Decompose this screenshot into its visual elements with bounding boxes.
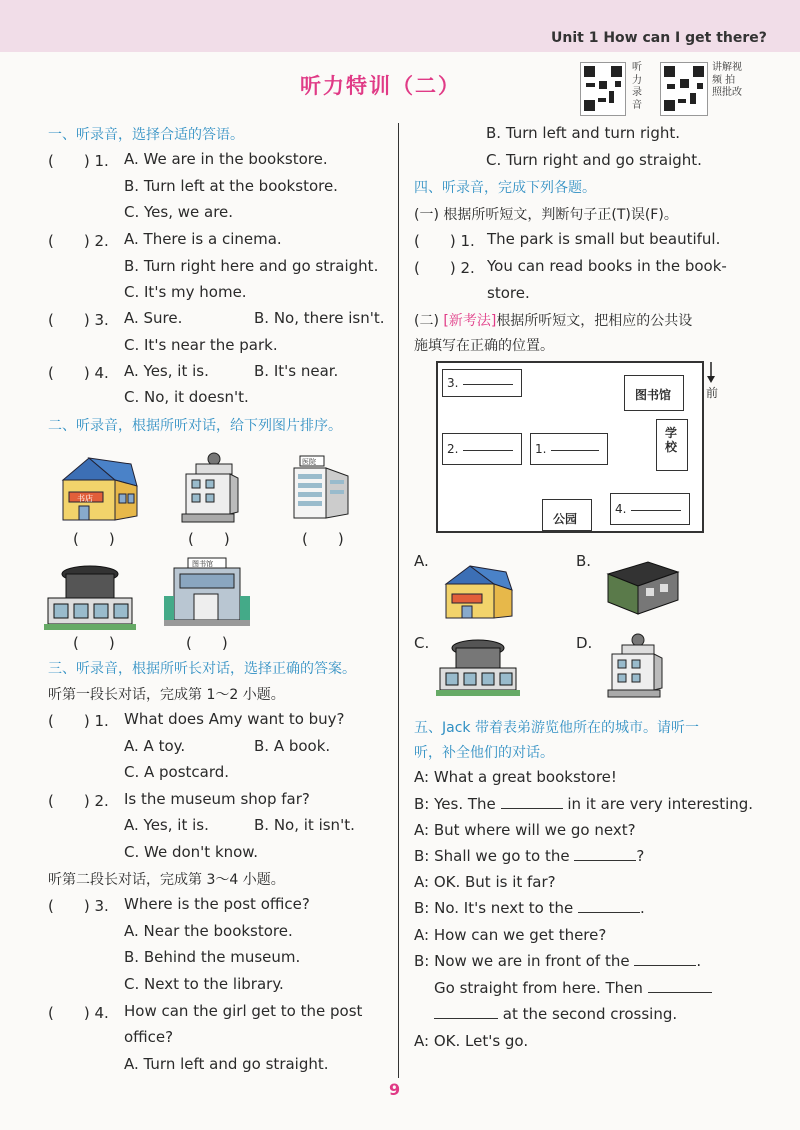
dialog-line-6 [414,899,645,917]
s1-q2-a: A. There is a cinema. [124,230,282,248]
s4-q2-num: ( ) 2. [414,259,475,277]
section3-heading: 三、听录音，根据所听长对话，选择正确的答案。 [48,661,356,677]
page-title: 听力特训（二） [300,74,461,98]
s4-part2-line1 [414,310,692,330]
s3-part2: 听第二段长对话，完成第 3～4 小题。 [48,872,285,888]
map-park-label: 公园 [553,512,578,526]
s3-q4-b: B. Turn left and turn right. [486,124,681,142]
s1-q3-c: C. It's near the park. [124,336,278,354]
map-school-label: 学校 [665,426,678,454]
blank-5[interactable] [648,992,712,993]
dialog-4b: ? [636,847,645,865]
opt-b-label: B. [576,552,592,570]
s4-part2-post: 根据所听短文，把相应的公共设 [496,313,693,329]
s3-q2-a: A. Yes, it is. [124,816,209,834]
blank-6[interactable] [434,1018,498,1019]
s1-q1-b: B. Turn left at the bookstore. [124,177,338,195]
s3-q1-b: B. A book. [254,737,331,755]
s3-q1-num: ( ) 1. [48,712,109,730]
dialog-line-10 [434,1005,677,1023]
option-b-building-picture [602,556,682,620]
s3-q3-c: C. Next to the library. [124,975,284,993]
section1-heading: 一、听录音，选择合适的答语。 [48,127,244,143]
s1-q3-b: B. No, there isn't. [254,309,385,327]
s2-paren-5: ( ) [186,634,228,652]
dialog-line-4 [414,847,644,865]
qr-code-audio[interactable] [580,62,626,116]
new-exam-tag: [新考法] [443,313,497,329]
bookstore-sign: 书店 [77,494,93,503]
s3-part1: 听第一段长对话，完成第 1～2 小题。 [48,687,285,703]
town-map [436,361,704,533]
s3-q1-a: A. A toy. [124,737,186,755]
s2-paren-4: ( ) [73,634,115,652]
dialog-2a: B: Yes. The [414,795,496,813]
map-library [624,375,684,411]
dialog-line-2 [414,795,753,813]
dialog-line-8 [414,952,701,970]
map-slot-1[interactable] [530,433,608,465]
section5-heading-2: 听，补全他们的对话。 [414,745,554,761]
map-front-label: 前 [706,386,719,400]
map-slot-3-label: 3. [447,376,459,390]
s2-paren-2: ( ) [188,530,230,548]
s1-q1-num: ( ) 1. [48,152,109,170]
page-number: 9 [389,1080,401,1099]
s1-q2-c: C. It's my home. [124,283,247,301]
s3-q3-num: ( ) 3. [48,897,109,915]
section2-heading: 二、听录音，根据所听对话，给下列图片排序。 [48,418,342,434]
s3-q3-a: A. Near the bookstore. [124,922,293,940]
opt-d-label: D. [576,634,593,652]
s3-q3-b: B. Behind the museum. [124,948,301,966]
opt-a-label: A. [414,552,429,570]
s1-q3-a: A. Sure. [124,309,183,327]
s1-q4-b: B. It's near. [254,362,339,380]
s1-q4-a: A. Yes, it is. [124,362,209,380]
map-park [542,499,592,531]
s3-q1-stem: What does Amy want to buy? [124,710,345,728]
blank-4[interactable] [634,965,696,966]
s3-q4-num: ( ) 4. [48,1004,109,1022]
dialog-line-9 [434,979,712,997]
option-c-cinema-picture [436,636,520,698]
blank-2[interactable] [574,860,636,861]
dialog-8-dot: . [696,952,702,970]
s1-q2-b: B. Turn right here and go straight. [124,257,379,275]
map-slot-1-label: 1. [535,442,547,456]
dialog-6a: B: No. It's next to the [414,899,574,917]
s3-q1-c: C. A postcard. [124,763,230,781]
s4-q1-text: The park is small but beautiful. [487,230,721,248]
dialog-4a: B: Shall we go to the [414,847,570,865]
cinema-picture [44,560,136,632]
dialog-10a: at the second crossing. [502,1005,678,1023]
dialog-line-7: A: How can we get there? [414,926,607,944]
unit-label: Unit 1 How can I get there? [551,30,767,46]
s2-paren-3: ( ) [302,530,344,548]
map-slot-2-label: 2. [447,442,459,456]
qr-code-video[interactable] [660,62,708,116]
s4-q1-num: ( ) 1. [414,232,475,250]
s1-q4-num: ( ) 4. [48,364,109,382]
qr1-label: 听力录音 [632,62,642,111]
s3-q2-b: B. No, it isn't. [254,816,355,834]
s1-q4-c: C. No, it doesn't. [124,388,249,406]
hospital-sign: 医院 [302,458,316,466]
s4-part1: (一) 根据所听短文，判断句子正(T)误(F)。 [414,207,678,223]
dialog-line-5: A: OK. But is it far? [414,873,556,891]
s3-q4-stem1: How can the girl get to the post [124,1002,363,1020]
library-sign: 图书馆 [192,560,213,568]
bookstore-picture [55,450,141,526]
column-divider [398,123,399,1078]
map-slot-3[interactable] [442,369,522,397]
s1-q2-num: ( ) 2. [48,232,109,250]
map-school [656,419,688,471]
dialog-line-11: A: OK. Let's go. [414,1032,529,1050]
s4-part2-pre: (二) [414,313,444,329]
map-slot-4[interactable] [610,493,690,525]
s3-q2-c: C. We don't know. [124,843,258,861]
post-office-picture [176,450,242,526]
option-a-bookstore-picture [440,560,516,626]
s4-part2-line2: 施填写在正确的位置。 [414,338,554,354]
option-d-post-office-picture [604,632,668,700]
s1-q1-c: C. Yes, we are. [124,203,234,221]
arrow-down-icon [704,362,718,384]
s3-q3-stem: Where is the post office? [124,895,310,913]
map-slot-2[interactable] [442,433,522,465]
s4-q2-text1: You can read books in the book- [487,257,727,275]
s3-q4-a: A. Turn left and go straight. [124,1055,329,1073]
s2-paren-1: ( ) [73,530,115,548]
section4-heading: 四、听录音，完成下列各题。 [414,180,596,196]
library-picture [160,556,252,632]
dialog-line-1: A: What a great bookstore! [414,768,617,786]
dialog-2b: in it are very interesting. [567,795,754,813]
hospital-picture [288,450,360,526]
s1-q1-a: A. We are in the bookstore. [124,150,328,168]
qr2-label: 讲解视频 拍照批改 [712,62,742,98]
s3-q4-c: C. Turn right and go straight. [486,151,702,169]
dialog-9a: Go straight from here. Then [434,979,643,997]
blank-1[interactable] [501,808,563,809]
s4-q2-text2: store. [487,284,530,302]
dialog-line-3: A: But where will we go next? [414,821,636,839]
section5-heading-1: 五、Jack 带着表弟游览他所在的城市。请听一 [414,720,699,736]
s3-q4-stem2: office? [124,1028,174,1046]
dialog-6b: . [640,899,645,917]
map-slot-4-label: 4. [615,502,627,516]
dialog-8a: B: Now we are in front of the [414,952,630,970]
s3-q2-stem: Is the museum shop far? [124,790,310,808]
s3-q2-num: ( ) 2. [48,792,109,810]
s1-q3-num: ( ) 3. [48,311,109,329]
map-library-label: 图书馆 [635,388,672,402]
opt-c-label: C. [414,634,430,652]
blank-3[interactable] [578,912,640,913]
